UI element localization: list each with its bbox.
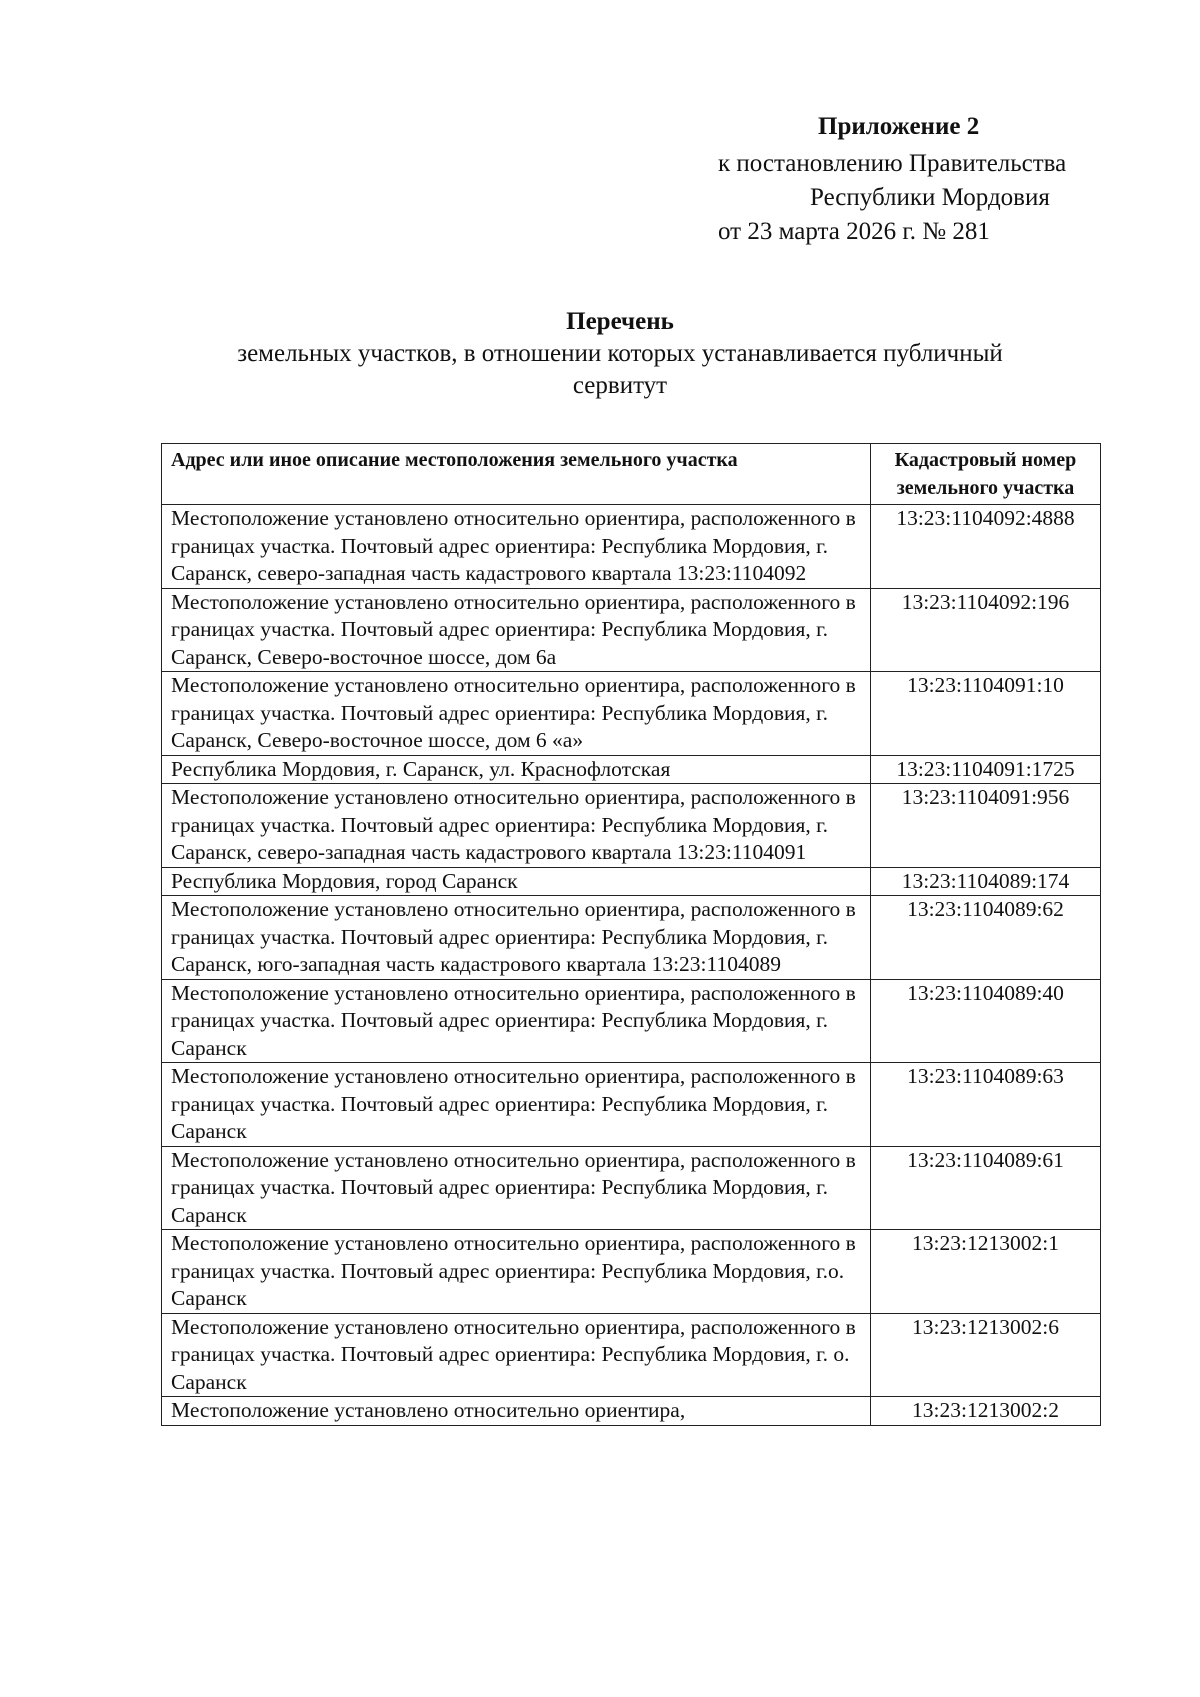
table-row	[162, 979, 1101, 1063]
cadastral-cell: 13:23:1213002:6	[871, 1313, 1101, 1397]
document-subtitle-line-1: земельных участков, в отношении которых устанавливается публичный	[237, 340, 1003, 367]
cadastral-cell: 13:23:1104089:62	[871, 896, 1101, 980]
table-row	[162, 588, 1101, 672]
table-row	[162, 784, 1101, 868]
table-row	[162, 755, 1101, 784]
table-row	[162, 1230, 1101, 1314]
cadastral-cell: 13:23:1104091:1725	[871, 755, 1101, 784]
cadastral-cell: 13:23:1104091:10	[871, 672, 1101, 756]
cadastral-cell: 13:23:1104092:196	[871, 588, 1101, 672]
address-cell: Республика Мордовия, город Саранск	[162, 867, 871, 896]
address-cell: Местоположение установлено относительно ориентира, расположенного в границах участка. Почтовый адрес ориентира: Республика Мордовия, г. Саранск	[162, 1146, 871, 1230]
cadastral-cell: 13:23:1104089:61	[871, 1146, 1101, 1230]
address-cell: Местоположение установлено относительно ориентира, расположенного в границах участка. Почтовый адрес ориентира: Республика Мордовия, г. Саранск, северо-западная часть кадастрового квартала 13:23:1104091	[162, 784, 871, 868]
table-header-row	[162, 444, 1101, 505]
address-cell: Местоположение установлено относительно ориентира, расположенного в границах участка. Почтовый адрес ориентира: Республика Мордовия, г. о. Саранск	[162, 1313, 871, 1397]
table-row	[162, 1397, 1101, 1426]
appendix-title: Приложение 2	[818, 113, 980, 140]
appendix-block	[0, 112, 1200, 252]
address-cell: Республика Мордовия, г. Саранск, ул. Краснофлотская	[162, 755, 871, 784]
table-row	[162, 896, 1101, 980]
cadastral-cell: 13:23:1104089:174	[871, 867, 1101, 896]
cadastral-cell: 13:23:1213002:2	[871, 1397, 1101, 1426]
address-cell: Местоположение установлено относительно ориентира, расположенного в границах участка. Почтовый адрес ориентира: Республика Мордовия, г. Саранск, Северо-восточное шоссе, дом 6 «а»	[162, 672, 871, 756]
cadastral-cell: 13:23:1213002:1	[871, 1230, 1101, 1314]
cadastral-cell: 13:23:1104092:4888	[871, 505, 1101, 589]
column-header-address: Адрес или иное описание местоположения земельного участка	[162, 444, 871, 505]
address-cell: Местоположение установлено относительно ориентира, расположенного в границах участка. Почтовый адрес ориентира: Республика Мордовия, г.о. Саранск	[162, 1230, 871, 1314]
cadastral-cell: 13:23:1104089:40	[871, 979, 1101, 1063]
appendix-line-3: от 23 марта 2026 г. № 281	[718, 218, 990, 245]
cadastral-cell: 13:23:1104091:956	[871, 784, 1101, 868]
document-title: Перечень	[566, 308, 674, 335]
table-row	[162, 1146, 1101, 1230]
address-cell: Местоположение установлено относительно ориентира, расположенного в границах участка. Почтовый адрес ориентира: Республика Мордовия, г. Саранск, северо-западная часть кадастрового квартала 13:23:1104092	[162, 505, 871, 589]
table-row	[162, 505, 1101, 589]
table-row	[162, 1063, 1101, 1147]
address-cell: Местоположение установлено относительно ориентира, расположенного в границах участка. Почтовый адрес ориентира: Республика Мордовия, г. Саранск, юго-западная часть кадастрового квартала 13:23:1104089	[162, 896, 871, 980]
document-heading	[150, 306, 1090, 402]
cadastral-cell: 13:23:1104089:63	[871, 1063, 1101, 1147]
address-cell: Местоположение установлено относительно ориентира, расположенного в границах участка. Почтовый адрес ориентира: Республика Мордовия, г. Саранск, Северо-восточное шоссе, дом 6а	[162, 588, 871, 672]
appendix-line-2: Республики Мордовия	[810, 184, 1050, 211]
appendix-line-1: к постановлению Правительства	[718, 150, 1067, 177]
table-row	[162, 1313, 1101, 1397]
document-subtitle-line-2: сервитут	[572, 372, 668, 399]
column-header-cadastral: Кадастровый номер земельного участка	[871, 444, 1101, 505]
address-cell: Местоположение установлено относительно ориентира, расположенного в границах участка. Почтовый адрес ориентира: Республика Мордовия, г. Саранск	[162, 1063, 871, 1147]
address-cell: Местоположение установлено относительно ориентира,	[162, 1397, 871, 1426]
address-cell: Местоположение установлено относительно ориентира, расположенного в границах участка. Почтовый адрес ориентира: Республика Мордовия, г. Саранск	[162, 979, 871, 1063]
table-row	[162, 672, 1101, 756]
table-row	[162, 867, 1101, 896]
parcels-table	[161, 443, 1101, 1426]
